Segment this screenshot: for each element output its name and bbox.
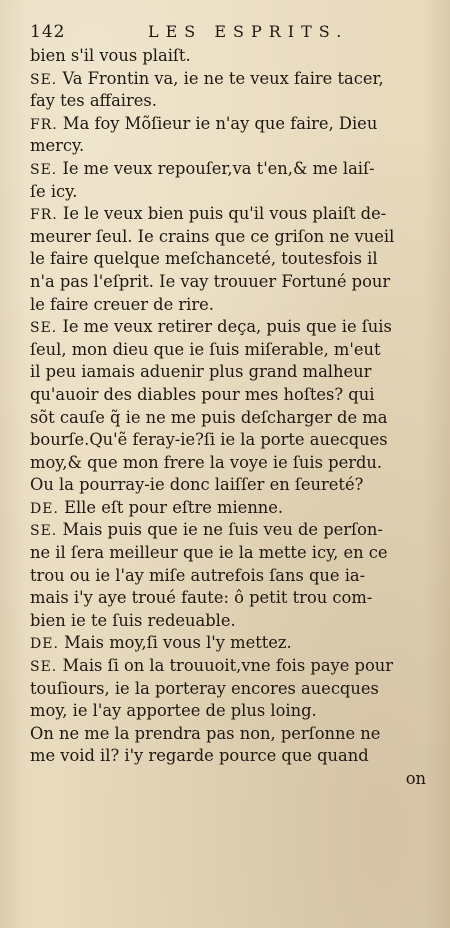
text-line	[30, 474, 432, 497]
line-text: fay tes affaires.	[30, 91, 157, 111]
line-text: mais i'y aye troué faute: ô petit trou com-	[30, 588, 373, 608]
text-line	[30, 497, 432, 520]
line-text: qu'auoir des diables pour mes hoſtes? qui	[30, 384, 375, 404]
text-line	[30, 429, 432, 452]
line-text: moy, ie l'ay apportee de plus loing.	[30, 701, 317, 721]
page-number: 142	[30, 22, 66, 42]
text-line	[30, 158, 432, 181]
text-line	[30, 339, 432, 362]
line-text: il peu iamais aduenir plus grand malheur	[30, 362, 372, 382]
line-text: bien s'il vous plaiſt.	[30, 46, 191, 65]
text-line	[30, 248, 432, 271]
line-text: ſe icy.	[30, 181, 78, 201]
speaker-label: FR.	[30, 207, 58, 224]
line-text: Mais moy,ſi vous l'y mettez.	[58, 633, 292, 653]
speaker-label: SE.	[30, 659, 58, 676]
line-text: Ie me veux repouſer,va t'en,& me laiſ-	[57, 158, 375, 178]
line-text: touſiours, ie la porteray encores auecques	[30, 678, 379, 698]
text-line	[30, 68, 432, 91]
line-text: me void il? i'y regarde pource que quand	[30, 746, 369, 766]
text-line	[30, 361, 432, 384]
text-line	[30, 452, 432, 475]
text-line	[30, 519, 432, 542]
text-line	[30, 723, 432, 746]
line-text: mercy.	[30, 136, 85, 156]
text-line	[30, 587, 432, 610]
text-line	[30, 271, 432, 294]
line-text: ſeul, mon dieu que ie ſuis miſerable, m'eut	[30, 339, 381, 359]
text-line	[30, 181, 432, 204]
line-text: sõt cauſe q̃ ie ne me puis deſcharger de ma	[30, 407, 388, 427]
line-text: Ie le veux bien puis qu'il vous plaiſt de-	[57, 204, 387, 224]
speaker-label: SE.	[30, 320, 58, 337]
text-line	[30, 655, 432, 678]
running-title: LES ESPRITS.	[148, 22, 349, 41]
text-line	[30, 90, 432, 113]
text-line	[30, 678, 432, 701]
text-line	[30, 632, 432, 655]
line-text: bourſe.Qu'ẽ feray-ie?ſi ie la porte auecques	[30, 430, 388, 450]
line-text: Mais puis que ie ne ſuis veu de perſon-	[57, 520, 383, 540]
line-text: Ou la pourray-ie donc laiſſer en ſeureté?	[30, 475, 364, 495]
line-text: On ne me la prendra pas non, perſonne ne	[30, 723, 381, 743]
line-text: bien ie te ſuis redeuable.	[30, 610, 236, 630]
speaker-label: SE.	[30, 161, 58, 178]
line-text: moy,& que mon frere la voye ie ſuis perdu.	[30, 452, 383, 472]
dialogue-text	[30, 45, 432, 791]
catchword: on	[405, 769, 426, 788]
line-text: le faire quelque meſchanceté, toutesfois il	[30, 249, 378, 269]
line-text: Ma foy Mõſieur ie n'ay que faire, Dieu	[57, 113, 378, 133]
line-text: Ie me veux retirer deça, puis que ie ſuis	[57, 317, 392, 337]
text-line	[30, 226, 432, 249]
speaker-label: SE.	[30, 71, 58, 88]
text-line	[30, 565, 432, 588]
text-line	[30, 113, 432, 136]
line-text: Mais ſi on la trouuoit,vne fois paye pour	[57, 656, 394, 676]
catchword-line	[30, 768, 432, 791]
text-line	[30, 384, 432, 407]
text-line	[30, 542, 432, 565]
speaker-label: FR.	[30, 116, 58, 133]
speaker-label: DE.	[30, 636, 59, 653]
line-text: trou ou ie l'ay miſe autrefois ſans que ia-	[30, 565, 366, 585]
line-text: meurer ſeul. Ie crains que ce griſon ne vueil	[30, 226, 395, 246]
line-text: Elle eſt pour eſtre mienne.	[58, 497, 284, 517]
text-line	[30, 45, 432, 68]
line-text: n'a pas l'eſprit. Ie vay trouuer Fortuné pour	[30, 271, 391, 291]
text-line	[30, 700, 432, 723]
text-line	[30, 294, 432, 317]
line-text: le faire creuer de rire.	[30, 294, 214, 314]
text-line	[30, 407, 432, 430]
text-line	[30, 203, 432, 226]
speaker-label: DE.	[30, 500, 59, 517]
line-text: ne il ſera meilleur que ie la mette icy, en ce	[30, 543, 388, 563]
speaker-label: SE.	[30, 523, 58, 540]
line-text: Va Frontin va, ie ne te veux faire tacer,	[57, 68, 384, 88]
text-line	[30, 610, 432, 633]
page-header	[30, 22, 430, 44]
text-line	[30, 745, 432, 768]
text-line	[30, 135, 432, 158]
text-line	[30, 316, 432, 339]
